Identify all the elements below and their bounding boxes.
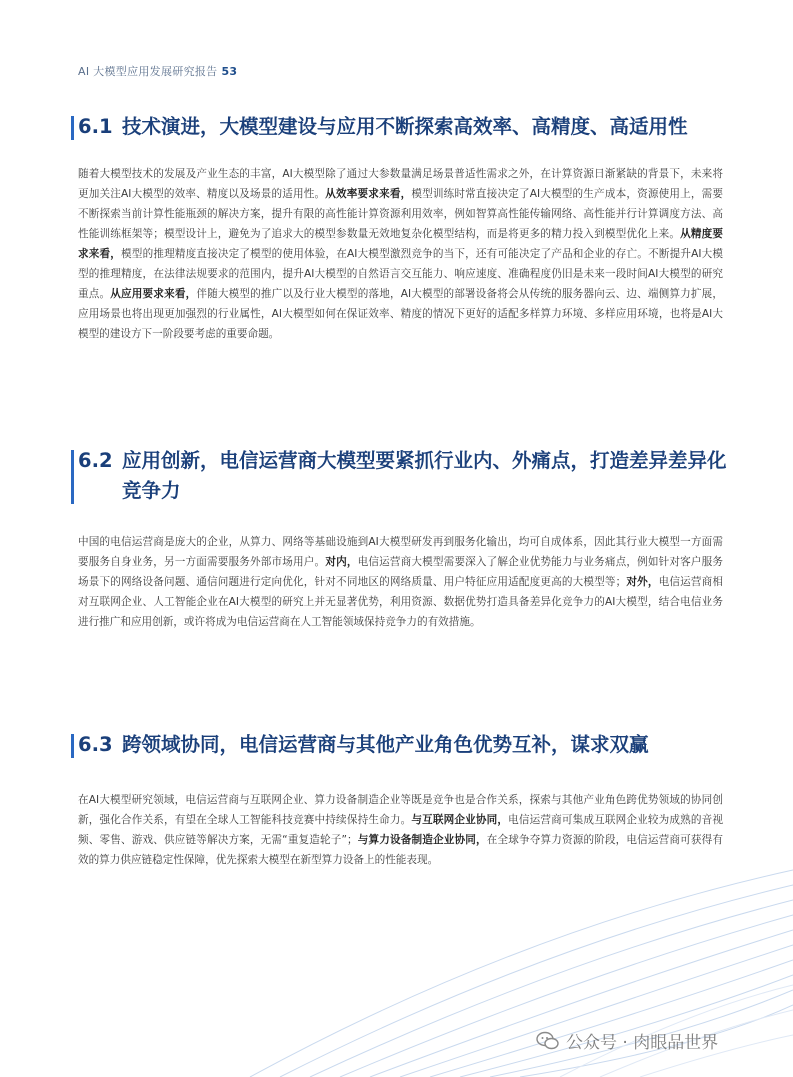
section-paragraph-6-3 [78, 790, 723, 870]
emphasis-text: 对内， [325, 556, 358, 568]
report-title: AI 大模型应用发展研究报告 [78, 65, 218, 78]
running-header [78, 63, 237, 79]
body-text: 中国的电信运营商是庞大的企业，从算力、网络等基础设施到AI大模型研发再到服务化输出，均可自成体系，因此其行业大模型一方面需要服务自身业务，另一方面需要服务外部市场用户。 [78, 536, 723, 568]
body-text: 电信运营商可集成互联网企业较为成熟的音视频、零售、游戏、供应链等解决方案，无需“重复造轮子”； [78, 814, 724, 846]
section-accent-bar [71, 450, 74, 504]
body-text: 电信运营商大模型需要深入了解企业优势能力与业务痛点，例如针对客户服务场景下的网络设备问题、通信问题进行定向优化，针对不同地区的网络质量、用户特征应用适配度更高的大模型等； [78, 556, 724, 588]
emphasis-text: 从应用要求来看， [110, 288, 197, 300]
emphasis-text: 与算力设备制造企业协同， [357, 834, 487, 846]
section-number: 6.1 [78, 115, 113, 138]
body-text: 随着大模型技术的发展及产业生态的丰富，AI大模型除了通过大参数量满足场景普适性需求之外，在计算资源日渐紧缺的背景下，未来将更加关注AI大模型的效率、精度以及场景的适用性。 [78, 168, 723, 200]
section-number: 6.2 [78, 449, 113, 472]
section-title: 跨领域协同，电信运营商与其他产业角色优势互补，谋求双赢 [122, 733, 649, 756]
section-accent-bar [71, 734, 74, 758]
section-paragraph-6-2 [78, 532, 723, 632]
watermark-text: 公众号 · 肉眼品世界 [566, 1033, 719, 1053]
body-text: 电信运营商相对互联网企业、人工智能企业在AI大模型的研究上并无显著优势，利用资源、数据优势打造具备差异化竞争力的AI大模型，结合电信业务进行推广和应用创新，或许将成为电信运营商在人工智能领域保持竞争力的有效措施。 [78, 576, 724, 628]
section-paragraph-6-1 [78, 164, 723, 344]
section-heading-6-2 [78, 446, 738, 506]
wechat-watermark [536, 1028, 718, 1053]
body-text: 在全球争夺算力资源的阶段，电信运营商可获得有效的算力供应链稳定性保障，优先探索大模型在新型算力设备上的性能表现。 [78, 834, 723, 866]
section-heading-6-1 [78, 112, 738, 142]
section-heading-6-3 [78, 730, 738, 760]
section-accent-bar [71, 116, 74, 140]
section-title: 技术演进，大模型建设与应用不断探索高效率、高精度、高适用性 [122, 115, 688, 138]
body-text: 模型的推理精度直接决定了模型的使用体验，在AI大模型激烈竞争的当下，还有可能决定了产品和企业的存亡。不断提升AI大模型的推理精度，在法律法规要求的范围内，提升AI大模型的自然语言交互能力、响应速度、准确程度仍旧是未来一段时间AI大模型的研究重点。 [78, 248, 723, 300]
emphasis-text: 从效率要求来看， [325, 188, 412, 200]
wechat-icon [536, 1031, 560, 1051]
page-number: 53 [221, 65, 238, 78]
body-text: 伴随大模型的推广以及行业大模型的落地，AI大模型的部署设备将会从传统的服务器向云、边、端侧算力扩展，应用场景也将出现更加强烈的行业属性，AI大模型如何在保证效率、精度的情况下更好的适配多样算力环境、多样应用环境，也将是AI大模型的建设方下一阶段要考虑的重要命题。 [78, 288, 724, 340]
emphasis-text: 从精度要求来看， [78, 228, 724, 260]
body-text: 在AI大模型研究领域，电信运营商与互联网企业、算力设备制造企业等既是竞争也是合作关系，探索与其他产业角色跨优势领域的协同创新，强化合作关系，有望在全球人工智能科技竞赛中持续保持生命力。 [78, 794, 723, 826]
emphasis-text: 对外， [626, 576, 659, 588]
section-title: 应用创新，电信运营商大模型要紧抓行业内、外痛点，打造差异差异化竞争力 [122, 449, 727, 502]
body-text: 模型训练时常直接决定了AI大模型的生产成本，资源使用上，需要不断探索当前计算性能瓶颈的解决方案，提升有限的高性能计算资源利用效率，例如智算高性能传输网络、高性能并行计算调度方法、高性能训练框架等；模型设计上，避免为了追求大的模型参数量无效地复杂化模型结构，而是将更多的精力投入到模型优化上来。 [78, 188, 724, 240]
section-number: 6.3 [78, 733, 113, 756]
emphasis-text: 与互联网企业协同， [411, 814, 509, 826]
